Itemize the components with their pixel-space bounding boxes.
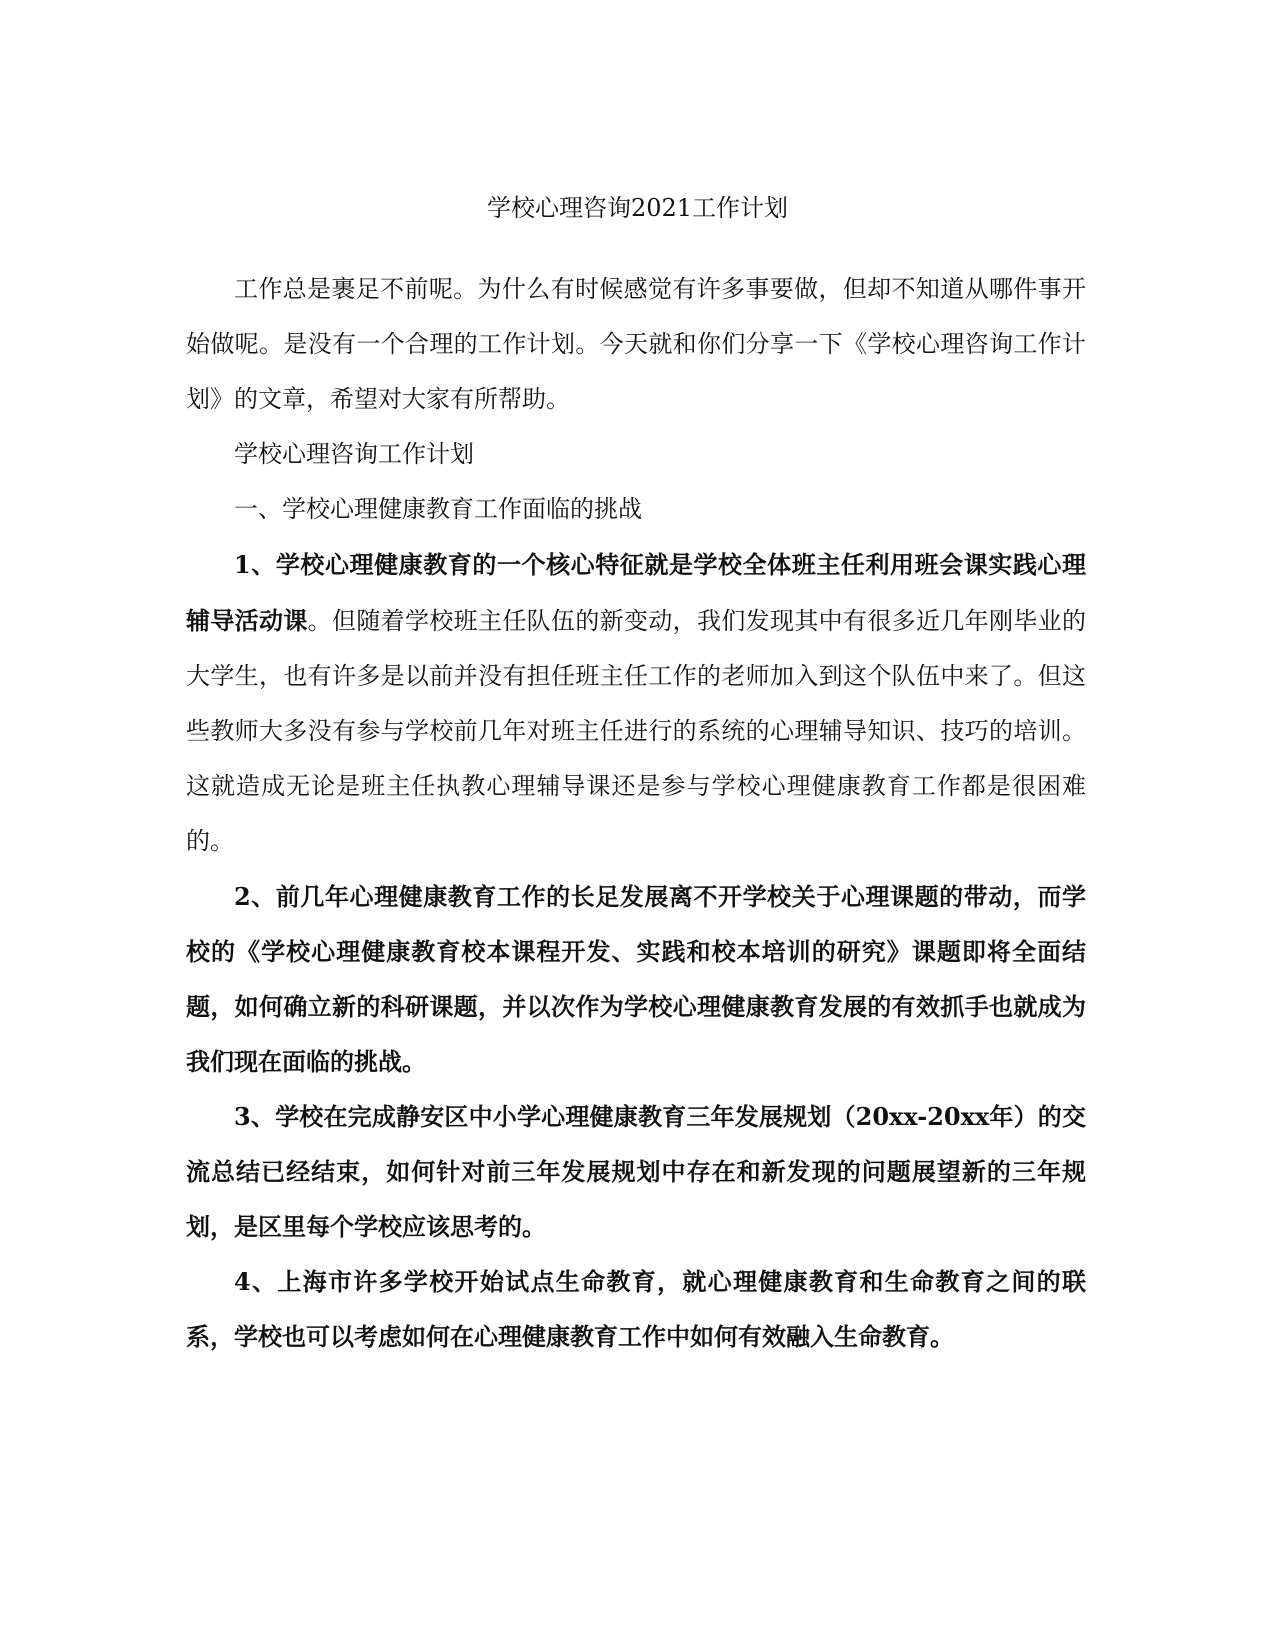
point-4-lead: 4、上海市许多学校开始试点生命教育，就心理健康教育和生命教育之间的联系，学校也可以考虑如何在心理健康教育工作中如何有效融入生命教育。: [186, 1267, 1086, 1351]
document-body: [186, 262, 1086, 1364]
paragraph-point-3: [186, 1089, 1086, 1254]
point-1-text: 。但随着学校班主任队伍的新变动，我们发现其中有很多近几年刚毕业的大学生，也有许多是以前并没有担任班主任工作的老师加入到这个队伍中来了。但这些教师大多没有参与学校前几年对班主任进行的系统的心理辅导知识、技巧的培训。这就造成无论是班主任执教心理辅导课还是参与学校心理健康教育工作都是很困难的。: [186, 607, 1087, 855]
section-heading-text: 一、学校心理健康教育工作面临的挑战: [234, 495, 642, 523]
point-2-lead: 2、前几年心理健康教育工作的长足发展离不开学校关于心理课题的带动，而学校的《学校心理健康教育校本课程开发、实践和校本培训的研究》课题即将全面结题，如何确立新的科研课题，并以次作为学校心理健康教育发展的有效抓手也就成为我们现在面临的挑战。: [186, 882, 1086, 1076]
paragraph-intro: [186, 262, 1086, 427]
point-1-lead: 1、学校心理健康教育的一个核心特征就是学校全体班主任利用班会课实践心理辅导活动课: [186, 550, 1086, 635]
paragraph-point-4: [186, 1254, 1086, 1364]
paragraph-plan-heading: [186, 427, 1086, 482]
point-3-lead: 3、学校在完成静安区中小学心理健康教育三年发展规划（20xx-20xx年）的交流总结已经结束，如何针对前三年发展规划中存在和新发现的问题展望新的三年规划，是区里每个学校应该思考的。: [186, 1102, 1086, 1241]
paragraph-intro-text: 工作总是裹足不前呢。为什么有时候感觉有许多事要做，但却不知道从哪件事开始做呢。是没有一个合理的工作计划。今天就和你们分享一下《学校心理咨询工作计划》的文章，希望对大家有所帮助。: [186, 275, 1086, 413]
paragraph-point-2: [186, 869, 1086, 1089]
plan-heading-text: 学校心理咨询工作计划: [234, 440, 474, 468]
section-heading-challenges: [186, 482, 1086, 537]
paragraph-point-1: [186, 537, 1086, 869]
document-title: 学校心理咨询2021工作计划: [486, 194, 789, 222]
